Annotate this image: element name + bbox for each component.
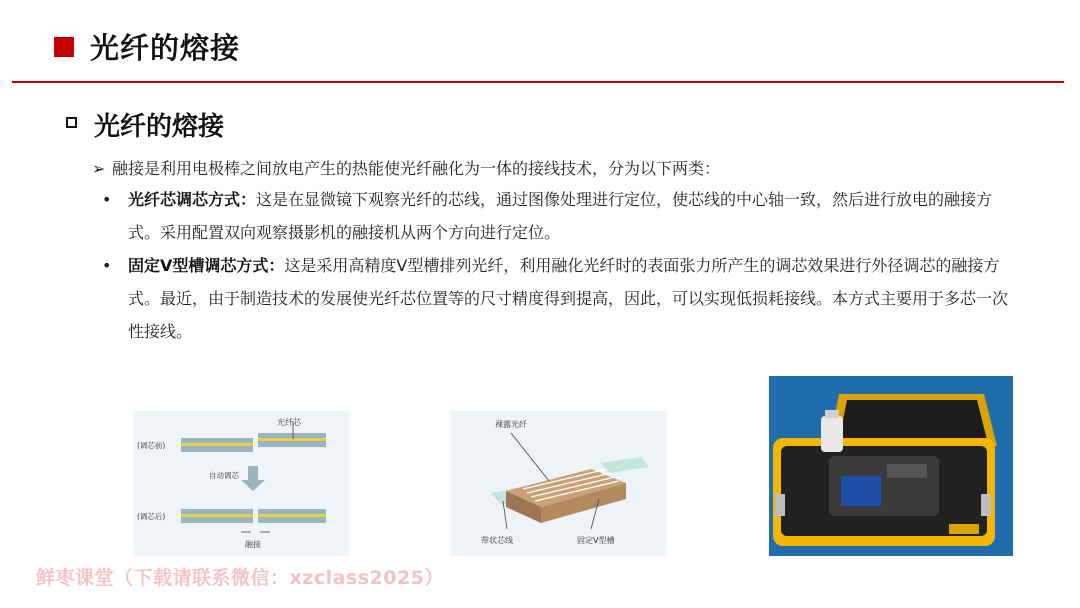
fusion-splicer-photo <box>769 376 1013 556</box>
splice-label: 融接 <box>245 540 261 549</box>
section-title: 光纤的熔接 <box>94 112 225 142</box>
header-divider <box>12 81 1064 83</box>
fusion-splicer-illustration <box>769 376 1013 556</box>
bullet-dot-icon: • <box>102 190 112 209</box>
list-item-vgroove <box>102 249 1022 348</box>
core-alignment-figure <box>133 411 349 556</box>
list-item-fiber-core <box>102 183 1022 249</box>
item-label: 光纤芯调芯方式： <box>128 190 257 209</box>
page-title: 光纤的熔接 <box>90 31 241 65</box>
item-text: 这是在显微镜下观察光纤的芯线，通过图像处理进行定位，使芯线的中心轴一致，然后进行放电的融接方式。采用配置双向观察摄影机的融接机从两个方向进行定位。 <box>128 190 993 242</box>
before-label: (调芯前) <box>137 441 166 450</box>
intro-text: 融接是利用电极棒之间放电产生的热能使光纤融化为一体的接线技术，分为以下两类： <box>112 159 721 178</box>
after-label: (调芯后) <box>137 512 166 521</box>
item-text: 这是采用高精度V型槽排列光纤，利用融化光纤时的表面张力所产生的调芯效果进行外径调芯的融接方式。最近，由于制造技术的发展使光纤芯位置等的尺寸精度得到提高，因此，可以实现低损耗接线。本方式主要用于多芯一次性接线。 <box>128 256 1009 341</box>
watermark: 鲜枣课堂（下载请联系微信：xzclass2025） <box>36 567 444 589</box>
ribbon-label: 带状芯线 <box>481 536 513 545</box>
bare-fiber-label: 裸露光纤 <box>495 420 527 429</box>
header-marker <box>54 37 74 57</box>
groove-label: 固定V型槽 <box>577 536 615 545</box>
intro-line <box>92 156 720 179</box>
bullet-dot-icon: • <box>102 256 112 275</box>
vgroove-diagram <box>451 411 667 556</box>
vgroove-figure <box>451 411 667 556</box>
core-alignment-diagram <box>133 411 349 556</box>
auto-align-label: 自动调芯 <box>209 471 239 480</box>
item-label: 固定V型槽调芯方式： <box>128 256 285 275</box>
arrow-bullet-icon: ➢ <box>92 159 106 178</box>
core-label: 光纤芯 <box>277 418 301 427</box>
checkbox-bullet-icon <box>66 117 77 128</box>
